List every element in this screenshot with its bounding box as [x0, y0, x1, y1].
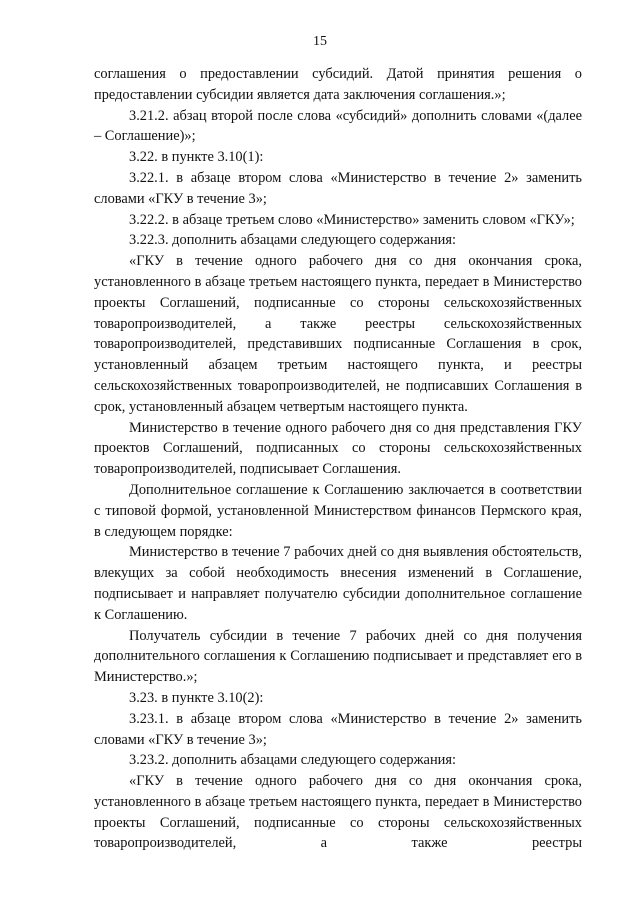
paragraph: Министерство в течение 7 рабочих дней со дня выявления обстоятельств, влекущих за собой необходимость внесения изменений в Соглашение, подписывает и направляет получателю субсидии дополнительное соглашение к Соглашению. [94, 544, 582, 623]
page-number: 15 [313, 34, 327, 49]
paragraph: Получатель субсидии в течение 7 рабочих дней со дня получения дополнительного соглашения к Соглашению подписывает и представляет его в Министерство.»; [94, 627, 582, 686]
paragraph: 3.23.1. в абзаце втором слова «Министерство в течение 2» заменить словами «ГКУ в течение 3»; [94, 710, 582, 748]
paragraph: Министерство в течение одного рабочего дня со дня представления ГКУ проектов Соглашений, подписанных со стороны сельскохозяйственных товаропроизводителей, подписывает Соглашения. [94, 419, 582, 478]
paragraph: 3.22.1. в абзаце втором слова «Министерство в течение 2» заменить словами «ГКУ в течение 3»; [94, 169, 582, 207]
paragraph: «ГКУ в течение одного рабочего дня со дня окончания срока, установленного в абзаце третьем настоящего пункта, передает в Министерство проекты Соглашений, подписанные со стороны сельскохозяйственных товаропроизводителей, а также реестры сельскохозяйственных товаропроизводителей, представивших подписанные Соглашения в срок, установленный абзацем третьим настоящего пункта, и реестры сельскохозяйственных товаропроизводителей, не подписавших Соглашения в срок, установленный абзацем четвертым настоящего пункта. [94, 253, 582, 415]
paragraph: Дополнительное соглашение к Соглашению заключается в соответствии с типовой формой, установленной Министерством финансов Пермского края, в следующем порядке: [94, 481, 582, 540]
paragraph: 3.22.2. в абзаце третьем слово «Министерство» заменить словом «ГКУ»; [129, 211, 575, 228]
paragraph: 3.23.2. дополнить абзацами следующего содержания: [129, 752, 456, 769]
paragraph: 3.22.3. дополнить абзацами следующего содержания: [129, 232, 456, 249]
document-body [94, 64, 582, 854]
paragraph: 3.22. в пункте 3.10(1): [129, 149, 264, 166]
paragraph: 3.23. в пункте 3.10(2): [129, 689, 264, 706]
paragraph: «ГКУ в течение одного рабочего дня со дня окончания срока, установленного в абзаце третьем настоящего пункта, передает в Министерство проекты Соглашений, подписанные со стороны сельскохозяйственных товаропроизводителей, а также реестры [94, 773, 582, 852]
paragraph: соглашения о предоставлении субсидий. Датой принятия решения о предоставлении субсидии является дата заключения соглашения.»; [94, 66, 582, 103]
paragraph: 3.21.2. абзац второй после слова «субсидий» дополнить словами «(далее – Соглашение)»; [94, 107, 582, 145]
